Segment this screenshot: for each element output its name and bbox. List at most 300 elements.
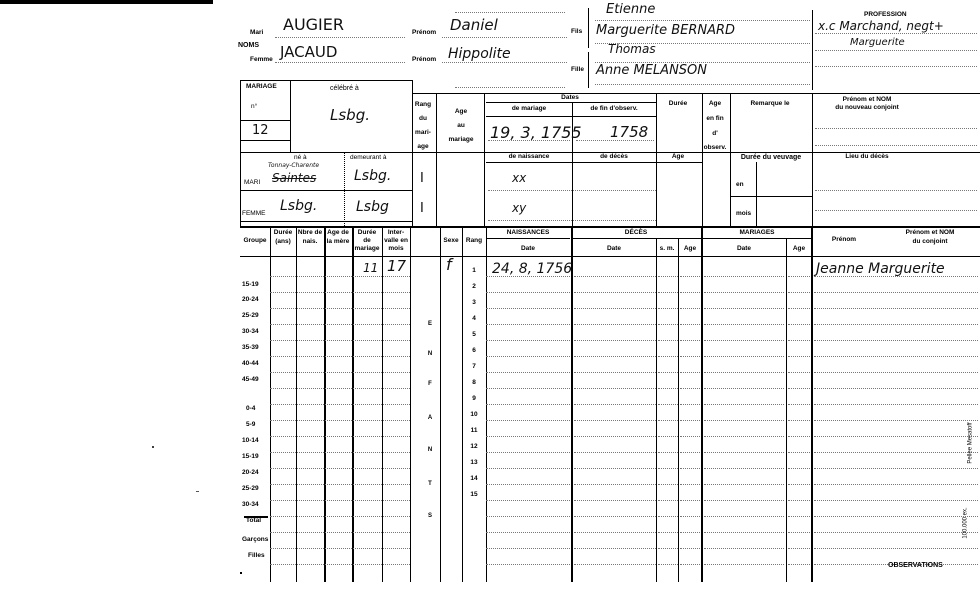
- fille-parents-1: Thomas: [608, 42, 656, 56]
- row-rule: [788, 532, 810, 533]
- label-demeurant-a: demeurant à: [350, 154, 387, 161]
- label-observ: observ.: [703, 144, 727, 151]
- row-rule: [680, 484, 700, 485]
- label-filles: Filles: [248, 552, 265, 559]
- row-rule: [788, 548, 810, 549]
- label-femme: Femme: [250, 56, 273, 63]
- row-rule: [658, 388, 678, 389]
- row-rule: [788, 420, 810, 421]
- label-deces: DÉCÈS: [624, 229, 648, 236]
- row-rule: [658, 532, 678, 533]
- row-rule: [574, 500, 656, 501]
- label-mois: mois: [736, 210, 752, 217]
- row-rule: [680, 500, 700, 501]
- speck: [240, 572, 242, 574]
- fils-bracket: [588, 8, 589, 48]
- femme-prenom-line: [442, 62, 567, 63]
- fils-line-2: [595, 43, 810, 44]
- row-rule: [704, 292, 784, 293]
- col-enfants-right: [440, 226, 441, 582]
- row-rule: [814, 468, 978, 469]
- date-mariage-value: 19, 3, 1755: [490, 123, 582, 142]
- row-rule: [574, 356, 656, 357]
- age-group: 30-34: [242, 328, 259, 335]
- label-date-mariage: Date: [736, 245, 752, 252]
- rank-number: 3: [472, 299, 476, 306]
- row-rule: [270, 500, 410, 501]
- row-rule: [680, 436, 700, 437]
- age-group: 25-29: [242, 485, 259, 492]
- row-rule: [270, 372, 410, 373]
- row-rule: [574, 516, 656, 517]
- date-mariage-line: [488, 140, 570, 141]
- row-rule: [788, 436, 810, 437]
- label-prenom-nom-nouveau: Prénom et NOM: [842, 96, 892, 103]
- row-rule: [680, 532, 700, 533]
- rank-number: 15: [470, 491, 478, 498]
- row-rule: [574, 276, 656, 277]
- rank-number: 2: [472, 283, 476, 290]
- age-group: 25-29: [242, 312, 259, 319]
- mari-demeurant-value: Lsbg.: [354, 168, 392, 184]
- header-bottom: [240, 256, 980, 257]
- row-rule: [704, 324, 784, 325]
- label-de-fin-observ: de fin d'observ.: [590, 105, 638, 112]
- label-sexe: Sexe: [443, 237, 459, 244]
- label-de-naissance: de naissance: [508, 153, 550, 160]
- age-group: 35-39: [242, 344, 259, 351]
- label-date-naiss: Date: [520, 245, 536, 252]
- fille-line-1: [595, 62, 810, 63]
- label-de-deces: de décès: [600, 153, 628, 160]
- row-rule: [680, 420, 700, 421]
- row-rule: [814, 484, 978, 485]
- label-au: au: [457, 122, 465, 129]
- fille-line-2: [595, 84, 810, 85]
- row-rule: [704, 548, 784, 549]
- label-celebre-a: célébré à: [330, 85, 359, 92]
- row-rule: [704, 484, 784, 485]
- rank-number: 14: [470, 475, 478, 482]
- row-rule: [486, 404, 570, 405]
- row-rule: [680, 356, 700, 357]
- row-rule: [270, 276, 410, 277]
- row-rule: [486, 468, 570, 469]
- row-rule: [486, 516, 570, 517]
- conjoint-line-2: [815, 145, 977, 146]
- label-age-mariage: Age: [792, 245, 806, 252]
- fils-top-line: [455, 12, 565, 13]
- label-rang: Rang: [414, 101, 432, 108]
- row-rule: [574, 548, 656, 549]
- col-mariagedate-right: [786, 238, 787, 582]
- age-group: 45-49: [242, 376, 259, 383]
- no-line-2: [240, 140, 290, 141]
- row-rule: [788, 404, 810, 405]
- row-rule: [574, 452, 656, 453]
- duree-right: [702, 93, 703, 226]
- row-rule: [814, 308, 978, 309]
- label-garcons: Garçons: [242, 536, 269, 543]
- row-rule: [814, 340, 978, 341]
- row-rule: [270, 324, 410, 325]
- label-mariage-l: mariage: [448, 136, 474, 143]
- mariage-col-split: [290, 80, 291, 152]
- row-rule: [486, 436, 570, 437]
- row-rule: [704, 276, 784, 277]
- mari-prenom-line: [442, 37, 567, 38]
- row-rule: [574, 308, 656, 309]
- enfants-letter: N: [427, 447, 433, 453]
- mari-naissance-value: xx: [512, 171, 527, 185]
- row-rule: [680, 452, 700, 453]
- date-naissance-1-value: 24, 8, 1756: [492, 261, 573, 277]
- rank-number: 8: [472, 379, 476, 386]
- row-rule: [658, 404, 678, 405]
- label-profession: PROFESSION: [864, 11, 907, 18]
- femme-rang-value: I: [420, 201, 424, 216]
- row-rule: [788, 356, 810, 357]
- numero-value: 12: [252, 123, 269, 138]
- label-rang2: Rang: [465, 237, 483, 244]
- row-rule: [270, 404, 410, 405]
- enfants-letter: S: [427, 513, 432, 519]
- row-rule: [704, 436, 784, 437]
- row-rule: [658, 420, 678, 421]
- copies-mark: 100.000 ex.: [962, 507, 969, 539]
- row-rule: [270, 436, 410, 437]
- col-sexe-right: [462, 226, 463, 582]
- row-rule: [658, 516, 678, 517]
- row-rule: [658, 324, 678, 325]
- label-ans: (ans): [275, 238, 291, 245]
- row-rule: [658, 372, 678, 373]
- rank-number: 12: [470, 443, 478, 450]
- label-duree-de: Durée: [357, 229, 377, 236]
- label-mari-row: MARI: [244, 179, 261, 186]
- label-prenom2: Prénom: [831, 236, 857, 243]
- rank-number: 6: [472, 347, 476, 354]
- femme-demeurant-value: Lsbg: [356, 199, 389, 215]
- enfants-letter: E: [427, 321, 432, 327]
- row-rule: [680, 308, 700, 309]
- label-valle-en: valle en: [384, 237, 408, 244]
- row-rule: [788, 484, 810, 485]
- row-rule: [486, 564, 570, 565]
- row-rule: [704, 404, 784, 405]
- age-group: 20-24: [242, 469, 259, 476]
- row-rule: [270, 532, 410, 533]
- label-date-deces: Date: [606, 245, 622, 252]
- row-rule: [574, 292, 656, 293]
- row-rule: [270, 340, 410, 341]
- fille-bottom-line: [455, 87, 565, 88]
- fils-parents-2: Marguerite BERNARD: [596, 23, 736, 38]
- mari-ne-a-note: Tonnay-Charente: [268, 162, 320, 169]
- row-rule: [788, 388, 810, 389]
- enfants-letters: [420, 225, 440, 585]
- row-rule: [704, 532, 784, 533]
- row-rule: [574, 324, 656, 325]
- col-inter-right: [410, 226, 411, 582]
- label-mari-age: mari-: [415, 129, 431, 136]
- row-rule: [574, 468, 656, 469]
- col-decesdate-right: [656, 238, 657, 582]
- section-subline-naiss: [486, 238, 570, 239]
- row-rule: [680, 516, 700, 517]
- mari-nom-line: [275, 37, 405, 38]
- row-rule: [814, 452, 978, 453]
- dates-mid: [572, 102, 573, 226]
- mari-ne-a-value: Saintes: [272, 171, 317, 185]
- profession-line-3: [815, 66, 977, 67]
- age-group: 5-9: [246, 421, 256, 428]
- label-en: en: [736, 181, 744, 188]
- label-age-deces: Age: [683, 245, 697, 252]
- row-rule: [788, 308, 810, 309]
- col-sm-right: [678, 238, 679, 582]
- row-rule: [658, 564, 678, 565]
- row-rule: [658, 548, 678, 549]
- row-rule: [704, 500, 784, 501]
- row-rule: [658, 468, 678, 469]
- row-rule: [788, 292, 810, 293]
- row-rule: [704, 308, 784, 309]
- label-sm: s. m.: [659, 245, 675, 252]
- row-rule: [680, 388, 700, 389]
- row-rule: [486, 388, 570, 389]
- lieu-line-2: [815, 210, 977, 211]
- row-rule: [270, 548, 410, 549]
- intervalle-value: 17: [387, 257, 407, 275]
- row-rule: [814, 356, 978, 357]
- row-rule: [574, 420, 656, 421]
- row-rule: [704, 340, 784, 341]
- rank-number: 1: [472, 267, 476, 274]
- label-dates: Dates: [561, 94, 579, 101]
- profession-bracket: [812, 10, 813, 90]
- row-rule: [680, 468, 700, 469]
- enfants-letter: F: [428, 381, 432, 387]
- label-mois2: mois: [388, 245, 404, 252]
- age-group: 30-34: [242, 501, 259, 508]
- label-prenom-femme: Prénom: [412, 56, 437, 63]
- row-rule: [486, 340, 570, 341]
- row-rule: [704, 564, 784, 565]
- femme-nom-value: JACAUD: [280, 43, 338, 61]
- label-du-conjoint: du conjoint: [912, 238, 948, 245]
- row-rule: [680, 324, 700, 325]
- row-rule: [704, 356, 784, 357]
- label-age-fin: Age: [708, 100, 722, 107]
- row-rule: [574, 532, 656, 533]
- section-subline-mariages: [702, 238, 812, 239]
- top-section-bottom: [240, 226, 980, 228]
- mariage-left: [240, 80, 241, 226]
- label-de: de: [363, 237, 371, 244]
- naiss-line-2: [488, 220, 656, 221]
- label-noms: NOMS: [238, 42, 259, 49]
- label-duree-veuvage: Durée du veuvage: [740, 154, 802, 161]
- printer-mark: Pellee Mesatoff: [967, 422, 974, 464]
- row-rule: [814, 292, 978, 293]
- row-rule: [704, 468, 784, 469]
- row-rule: [814, 388, 978, 389]
- label-prenom-nom-conjoint: Prénom et NOM: [905, 229, 955, 236]
- label-fils: Fils: [571, 28, 583, 35]
- row-rule: [658, 276, 678, 277]
- row-rule: [270, 564, 410, 565]
- age-group: 15-19: [242, 281, 259, 288]
- no-line: [240, 120, 290, 121]
- veuvage-mid: [730, 196, 812, 197]
- row-rule: [680, 564, 700, 565]
- prenom-enfant-1-value: Jeanne Marguerite: [816, 261, 945, 277]
- label-duree: Durée: [668, 100, 688, 107]
- row-rule: [788, 468, 810, 469]
- row-rule: [704, 452, 784, 453]
- profession-value-2: Marguerite: [850, 37, 905, 48]
- ne-demeurant-split: [344, 152, 345, 226]
- col-naiss-right: [571, 226, 573, 582]
- label-observations: OBSERVATIONS: [888, 562, 943, 569]
- femme-ne-a-value: Lsbg.: [280, 198, 318, 214]
- dates-top: [412, 93, 980, 94]
- naissance-header-line: [486, 162, 702, 163]
- rank-number: 4: [472, 315, 476, 322]
- row-rule: [574, 484, 656, 485]
- row-rule: [270, 420, 410, 421]
- profession-line-1: [815, 33, 977, 34]
- fils-parents-1: Etienne: [606, 2, 656, 17]
- label-inter: Inter-: [387, 229, 405, 236]
- label-naissances: NAISSANCES: [506, 229, 550, 236]
- row-rule: [486, 500, 570, 501]
- top-left-bar: [0, 0, 213, 4]
- label-remarque: Remarque le: [750, 100, 790, 107]
- femme-row-line: [240, 221, 412, 222]
- row-rule: [486, 292, 570, 293]
- date-fin-line: [576, 140, 654, 141]
- row-rule: [814, 324, 978, 325]
- label-mariage: MARIAGE: [246, 83, 277, 90]
- row-rule: [270, 292, 410, 293]
- col-deces-right: [701, 226, 703, 582]
- femme-nom-line: [275, 62, 405, 63]
- label-fille: Fille: [571, 66, 585, 73]
- label-prenom-mari: Prénom: [412, 29, 437, 36]
- fille-parents-2: Anne MELANSON: [596, 63, 708, 78]
- label-age-col: Age: [671, 153, 685, 160]
- row-rule: [658, 452, 678, 453]
- age-group: 10-14: [242, 437, 259, 444]
- enfants-letter: N: [427, 351, 433, 357]
- row-rule: [486, 356, 570, 357]
- row-rule: [270, 484, 410, 485]
- profession-line-2: [815, 50, 977, 51]
- lieu-line-1: [815, 190, 977, 191]
- row-rule: [680, 340, 700, 341]
- row-rule: [704, 372, 784, 373]
- label-d: d': [712, 130, 718, 137]
- row-rule: [704, 388, 784, 389]
- row-rule: [486, 484, 570, 485]
- total-underline: [244, 516, 268, 518]
- duree-mariage-value: 11: [363, 261, 379, 275]
- row-rule: [788, 564, 810, 565]
- row-rule: [814, 532, 978, 533]
- row-rule: [658, 436, 678, 437]
- dates-sub-line: [486, 102, 656, 103]
- label-en-fin: en fin: [706, 115, 724, 122]
- dates-header-line: [486, 116, 656, 117]
- speck: [196, 491, 199, 492]
- label-nbre-de: Nbre de: [297, 229, 323, 236]
- row-rule: [270, 356, 410, 357]
- row-rule: [788, 500, 810, 501]
- label-ne-a: né à: [294, 154, 307, 161]
- row-rule: [486, 452, 570, 453]
- mari-row-line: [240, 190, 412, 191]
- row-rule: [486, 324, 570, 325]
- row-rule: [788, 452, 810, 453]
- rank-number: 7: [472, 363, 476, 370]
- age-group: 20-24: [242, 296, 259, 303]
- label-du-nouveau-conjoint: du nouveau conjoint: [835, 104, 899, 111]
- row-rule: [658, 484, 678, 485]
- label-total: Total: [246, 517, 262, 524]
- row-rule: [574, 388, 656, 389]
- label-la-mere: la mère: [326, 238, 350, 245]
- row-rule: [704, 420, 784, 421]
- row-rule: [788, 516, 810, 517]
- row-rule: [574, 436, 656, 437]
- label-duree-ans: Durée: [273, 229, 293, 236]
- row-rule: [814, 500, 978, 501]
- mariage-top: [240, 80, 412, 81]
- veuvage-inner: [756, 162, 757, 226]
- row-rule: [270, 452, 410, 453]
- row-rule: [574, 340, 656, 341]
- row-rule: [574, 404, 656, 405]
- mari-nom-value: AUGIER: [283, 15, 344, 34]
- row-rule: [486, 532, 570, 533]
- row-rule: [270, 468, 410, 469]
- label-age-s: age: [417, 143, 429, 150]
- row-rule: [680, 404, 700, 405]
- row-rule: [486, 548, 570, 549]
- femme-naissance-value: xy: [512, 201, 527, 215]
- row-rule: [814, 404, 978, 405]
- row-rule: [814, 548, 978, 549]
- row-rule: [486, 372, 570, 373]
- rank-number: 13: [470, 459, 478, 466]
- row-rule: [270, 388, 410, 389]
- label-mariages: MARIAGES: [739, 229, 775, 236]
- label-age-de: Age de: [327, 229, 349, 236]
- row-rule: [680, 276, 700, 277]
- age-group: 40-44: [242, 360, 259, 367]
- rang-right: [436, 93, 437, 226]
- row-rule: [658, 340, 678, 341]
- row-rule: [788, 340, 810, 341]
- speck: [152, 446, 154, 448]
- label-de-mariage: de mariage: [511, 105, 547, 112]
- row-rule: [574, 372, 656, 373]
- row-rule: [680, 292, 700, 293]
- mari-prenom-value: Daniel: [450, 16, 498, 34]
- rank-number: 11: [470, 427, 478, 434]
